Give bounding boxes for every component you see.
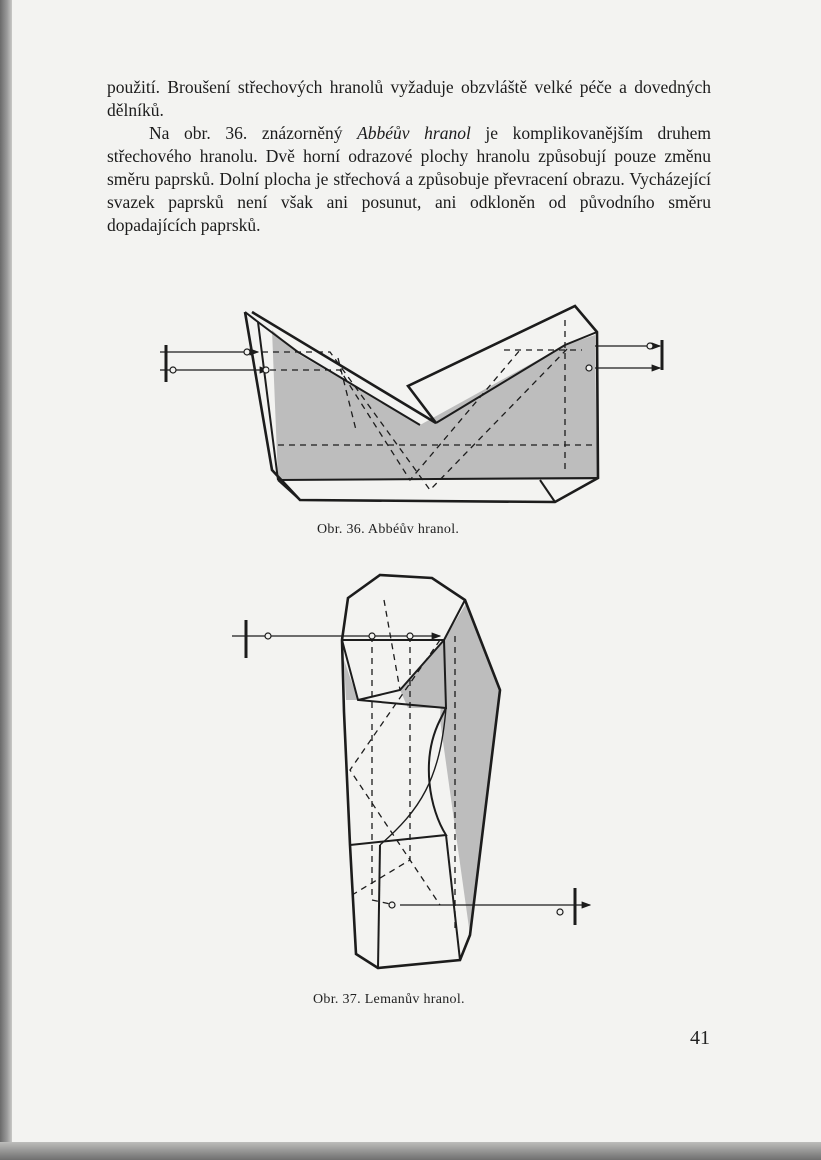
paragraph-2-before: Na obr. 36. znázorněný bbox=[149, 123, 358, 143]
figure-36-caption: Obr. 36. Abbéův hranol. bbox=[317, 522, 460, 537]
leman-prism-figure bbox=[225, 570, 600, 975]
figure-37-caption: Obr. 37. Lemanův hranol. bbox=[313, 992, 465, 1007]
page-edge-shadow bbox=[0, 1142, 821, 1160]
prism-name-italic: Abbéův hranol bbox=[357, 123, 471, 143]
paragraph-1: použití. Broušení střechových hranolů vyžaduje obzvláště velké péče a dovedných dělníků. bbox=[107, 77, 711, 120]
abbe-prism-figure bbox=[150, 300, 680, 515]
book-binding bbox=[0, 0, 12, 1160]
body-text bbox=[107, 76, 711, 237]
paragraph-2 bbox=[107, 122, 711, 237]
page-number: 41 bbox=[690, 1027, 710, 1049]
paragraph-2-after: je komplikovanějším druhem střechového hranolu. Dvě horní odrazové plochy hranolu způsobují pouze změnu směru paprsků. Dolní plocha je střechová a způsobuje převracení obrazu. Vycházející svazek paprsků není však ani posunut, ani odkloněn od původního směru dopadajících paprsků. bbox=[107, 123, 711, 235]
